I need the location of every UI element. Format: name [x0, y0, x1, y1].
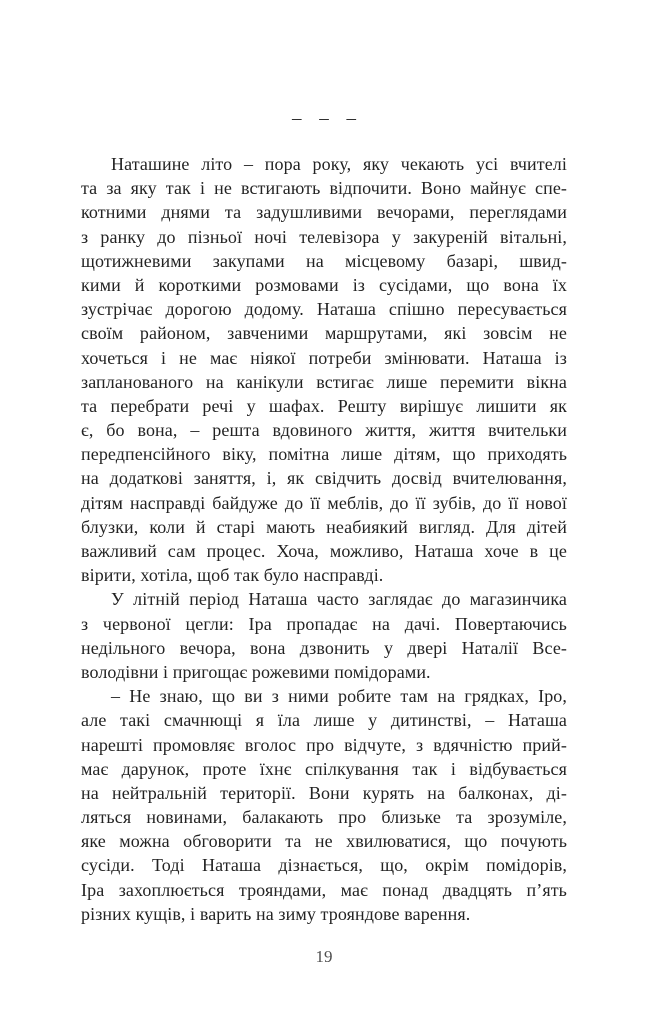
- text-line: блузки, коли й старі мають неабиякий вигляд. Для дітей: [81, 516, 567, 537]
- text-line: Іра захоплюється трояндами, має понад двадцять п’ять: [81, 879, 567, 900]
- text-line: дітям насправді байдуже до її меблів, до її зубів, до її нової: [81, 492, 567, 513]
- text-line: різних кущів, і варить на зиму трояндове варення.: [81, 903, 471, 924]
- text-line: котними днями та задушливими вечорами, переглядами: [81, 202, 567, 223]
- text-line: є, бо вона, – решта вдовиного життя, життя вчительки: [81, 420, 567, 441]
- text-line: хочеться і не має ніякої потреби змінювати. Наташа із: [81, 347, 567, 368]
- text-line: сусіди. Тоді Наташа дізнається, що, окрім помідорів,: [81, 855, 567, 876]
- text-line: своїм районом, завченими маршрутами, які зовсім не: [81, 323, 567, 344]
- page-number: 19: [315, 947, 333, 966]
- text-line: У літній період Наташа часто заглядає до магазинчика: [111, 589, 567, 610]
- text-line: запланованого на канікули встигає лише перемити вікна: [81, 371, 567, 392]
- text-line: зустрічає дорогою додому. Наташа спішно пересувається: [81, 299, 567, 320]
- text-line: володівни і пригощає рожевими помідорами.: [81, 661, 431, 682]
- text-line: але такі смачнющі я їла лише у дитинстві, – Наташа: [81, 710, 567, 731]
- paragraph: [81, 152, 567, 587]
- text-line: та перебрати речі у шафах. Решту вирішує лишити як: [81, 395, 567, 416]
- text-line: передпенсійного віку, помітна лише дітям, що приходять: [81, 444, 567, 465]
- text-line: важливий сам процес. Хоча, можливо, Наташа хоче в це: [81, 541, 567, 561]
- text-line: – Не знаю, що ви з ними робите там на грядках, Іро,: [111, 686, 567, 707]
- text-line: кими й короткими розмовами із сусідами, що вона їх: [81, 274, 567, 295]
- text-line: яке можна обговорити та не хвилюватися, що почують: [81, 831, 567, 852]
- text-line: з ранку до пізньої ночі телевізора у закуреній вітальні,: [81, 226, 567, 247]
- text-line: нарешті промовляє вголос про відчуте, з вдячністю прий-: [81, 734, 567, 755]
- text-line: та за яку так і не встигають відпочити. Воно майнує спе-: [81, 178, 567, 199]
- text-line: на нейтральній території. Вони курять на балконах, ді-: [81, 782, 567, 803]
- text-line: має дарунок, проте їхнє спілкування так і відбувається: [81, 758, 567, 779]
- paragraph: [81, 587, 567, 684]
- paragraph: [81, 684, 567, 926]
- body-text: [81, 152, 567, 926]
- text-line: вірити, хотіла, щоб так було насправді.: [81, 565, 384, 586]
- text-line: Наташине літо – пора року, яку чекають усі вчителі: [111, 154, 567, 174]
- text-line: недільного вечора, вона дзвонить у двері Наталії Все-: [81, 637, 567, 658]
- text-line: на додаткові заняття, і, як свідчить досвід вчителювання,: [81, 468, 567, 489]
- text-line: щотижневими закупами на місцевому базарі, швид-: [81, 250, 567, 271]
- text-line: з червоної цегли: Іра пропадає на дачі. Повертаючись: [81, 613, 567, 634]
- text-line: ляться новинами, балакають про близьке та зрозуміле,: [81, 807, 567, 828]
- section-break-separator: – – –: [292, 108, 356, 129]
